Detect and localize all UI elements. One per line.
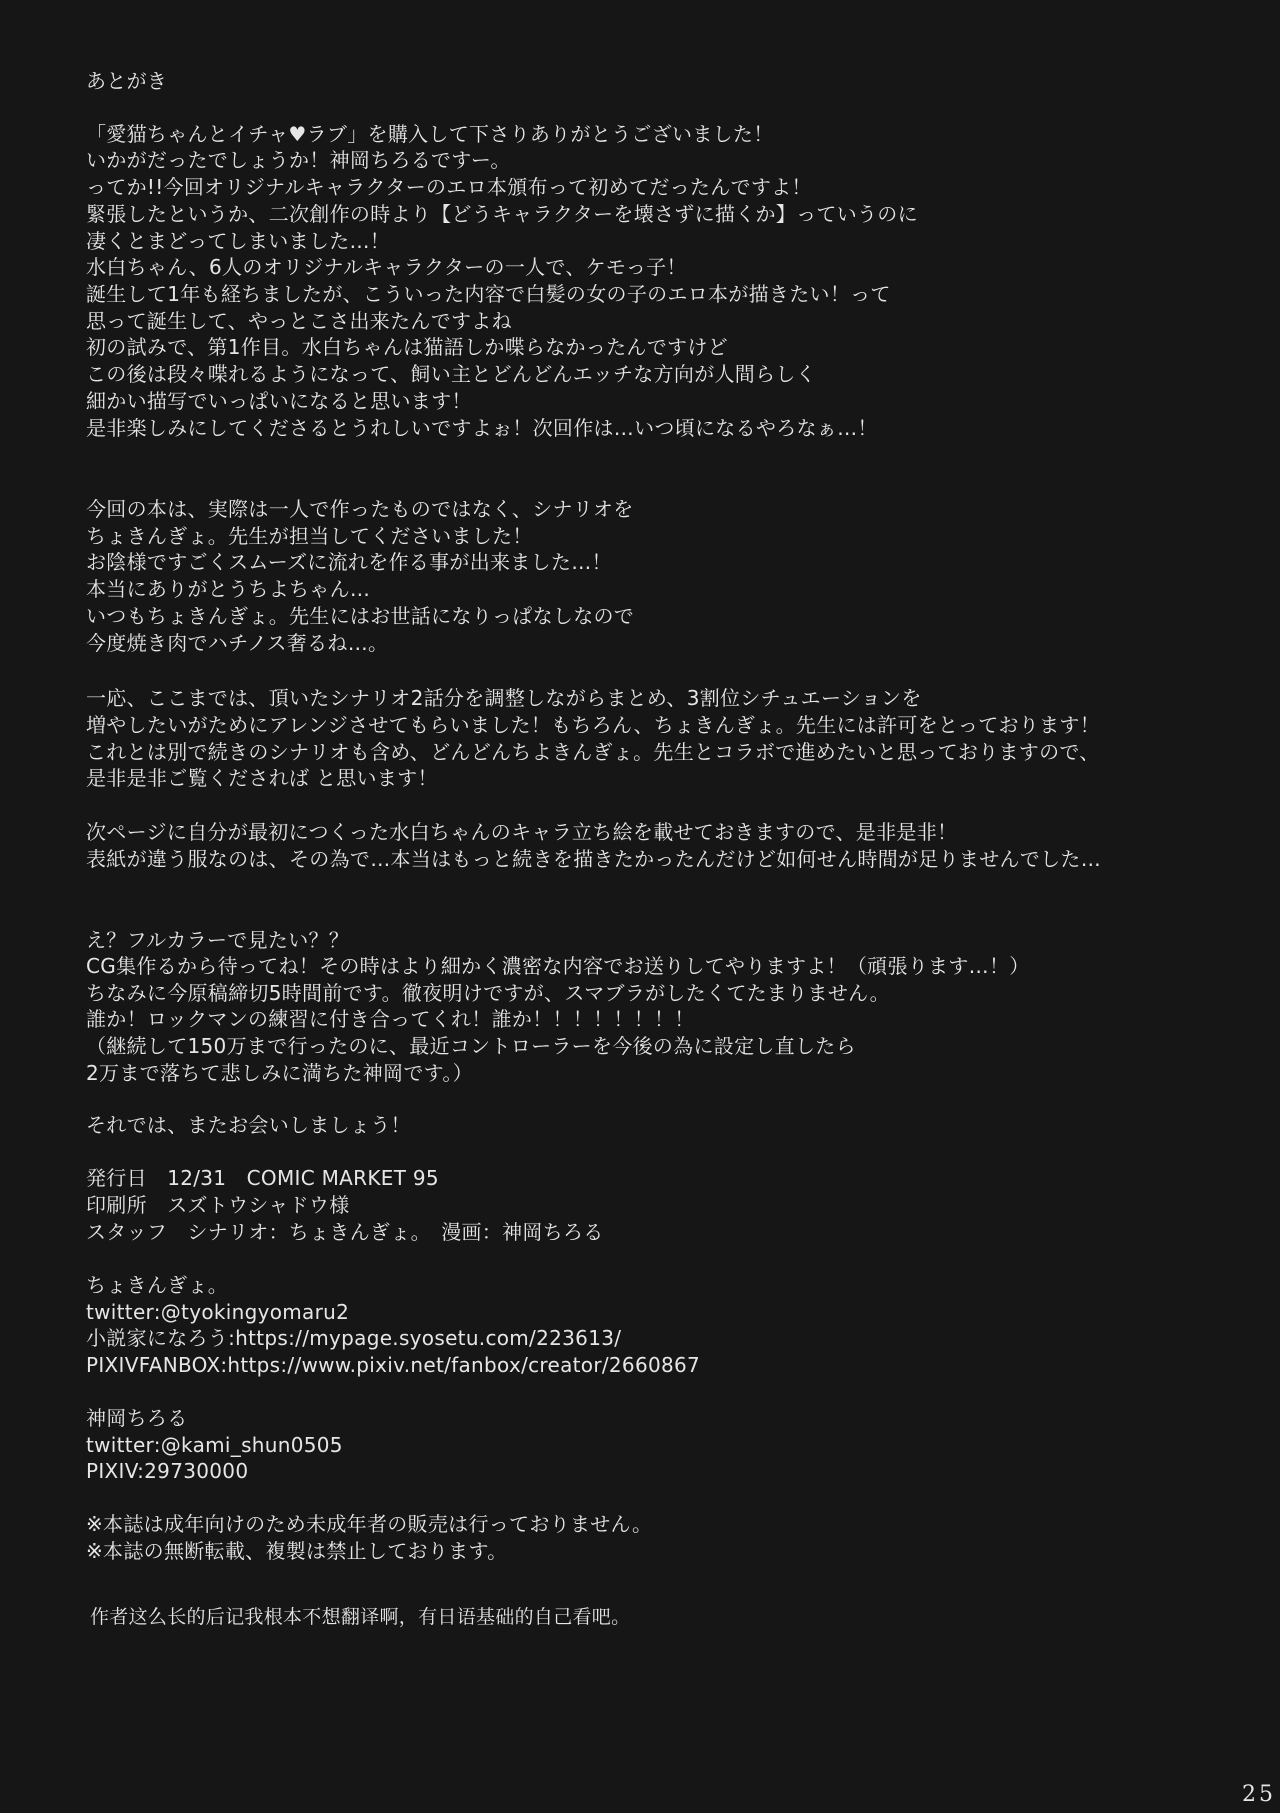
- para5-line: 誰か！ロックマンの練習に付き合ってくれ！誰か！！！！！！！！: [86, 1007, 695, 1031]
- para2-line: 本当にありがとうちよちゃん…: [86, 577, 371, 601]
- para1-line: 緊張したというか、二次創作の時より【どうキャラクターを壊さずに描くか】っていうのに: [86, 202, 918, 226]
- para5-line: CG集作るから待ってね！その時はより細かく濃密な内容でお送りしてやりますよ！（頑張ります…！）: [86, 954, 1030, 978]
- author2-line: PIXIV:29730000: [86, 1459, 249, 1483]
- para5-line: 2万まで落ちて悲しみに満ちた神岡です。）: [86, 1061, 473, 1085]
- para1-line: 誕生して1年も経ちましたが、こういった内容で白髪の女の子のエロ本が描きたい！って: [86, 282, 891, 306]
- para4-line: 表紙が違う服なのは、その為で…本当はもっと続きを描きたかったんだけど如何せん時間が足りませんでした…: [86, 847, 1101, 871]
- para2-line: 今度焼き肉でハチノス奢るね…。: [86, 631, 389, 655]
- para1-line: 是非楽しみにしてくださるとうれしいですよぉ！次回作は…いつ頃になるやろなぁ…！: [86, 416, 878, 440]
- author1-line: ちょきんぎょ。: [86, 1273, 229, 1297]
- para3-line: 是非是非ご覧くだされば と思います！: [86, 766, 438, 790]
- author1-line: twitter:@tyokingyomaru2: [86, 1300, 350, 1324]
- para2-line: いつもちょきんぎょ。先生にはお世話になりっぱなしなので: [86, 604, 635, 628]
- para3-line: 一応、ここまでは、頂いたシナリオ2話分を調整しながらまとめ、3割位シチュエーションを: [86, 686, 922, 710]
- author2-line: 神岡ちろる: [86, 1406, 188, 1430]
- para3-line: これとは別で続きのシナリオも含め、どんどんちよきんぎょ。先生とコラボで進めたいと思っておりますので、: [86, 740, 1100, 764]
- para1-line: ってか!!今回オリジナルキャラクターのエロ本頒布って初めてだったんですよ！: [86, 175, 812, 199]
- heading: あとがき: [86, 69, 168, 93]
- para3-line: 増やしたいがためにアレンジさせてもらいました！もちろん、ちょきんぎょ。先生には許可をとっております！: [86, 713, 1100, 737]
- para1-line: 「愛猫ちゃんとイチャ♥ラブ」を購入して下さりありがとうございました！: [86, 122, 774, 146]
- para1-line: この後は段々喋れるようになって、飼い主とどんどんエッチな方向が人間らしく: [86, 362, 816, 386]
- para1-line: 思って誕生して、やっとこさ出来たんですよね: [86, 309, 512, 333]
- author1-line: PIXIVFANBOX:https://www.pixiv.net/fanbox/creator/2660867: [86, 1353, 701, 1377]
- author1-line: 小説家になろう:https://mypage.syosetu.com/223613/: [86, 1326, 622, 1350]
- para1-line: 凄くとまどってしまいました…！: [86, 229, 391, 253]
- colophon-line: 発行日 12/31 COMIC MARKET 95: [86, 1166, 439, 1190]
- para5-line: ちなみに今原稿締切5時間前です。徹夜明けですが、スマブラがしたくてたまりません。: [86, 981, 890, 1005]
- para1-line: 細かい描写でいっぱいになると思います！: [86, 389, 472, 413]
- author2-line: twitter:@kami_shun0505: [86, 1433, 343, 1457]
- para2-line: 今回の本は、実際は一人で作ったものではなく、シナリオを: [86, 497, 634, 521]
- para2-line: お陰様ですごくスムーズに流れを作る事が出来ました…！: [86, 550, 612, 574]
- para1-line: 水白ちゃん、6人のオリジナルキャラクターの一人で、ケモっ子！: [86, 255, 687, 279]
- notice-line: ※本誌の無断転載、複製は禁止しております。: [86, 1539, 508, 1563]
- para4-line: 次ページに自分が最初につくった水白ちゃんのキャラ立ち絵を載せておきますので、是非是非！: [86, 820, 958, 844]
- farewell: それでは、またお会いしましょう！: [86, 1113, 411, 1137]
- para1-line: いかがだったでしょうか！神岡ちろるですー。: [86, 148, 511, 172]
- para2-line: ちょきんぎょ。先生が担当してくださいました！: [86, 524, 533, 548]
- para5-line: え？フルカラーで見たい？？: [86, 928, 350, 952]
- colophon-line: 印刷所 スズトウシャドウ様: [86, 1193, 350, 1217]
- notice-line: ※本誌は成年向けのため未成年者の販売は行っておりません。: [86, 1512, 653, 1536]
- translator-note: 作者这么长的后记我根本不想翻译啊，有日语基础的自己看吧。: [90, 1606, 631, 1628]
- para5-line: （継続して150万まで行ったのに、最近コントローラーを今後の為に設定し直したら: [86, 1034, 856, 1058]
- colophon-line: スタッフ シナリオ：ちょきんぎょ。 漫画：神岡ちろる: [86, 1220, 604, 1244]
- page-number: 25: [1242, 1782, 1276, 1807]
- para1-line: 初の試みで、第1作目。水白ちゃんは猫語しか喋らなかったんですけど: [86, 335, 728, 359]
